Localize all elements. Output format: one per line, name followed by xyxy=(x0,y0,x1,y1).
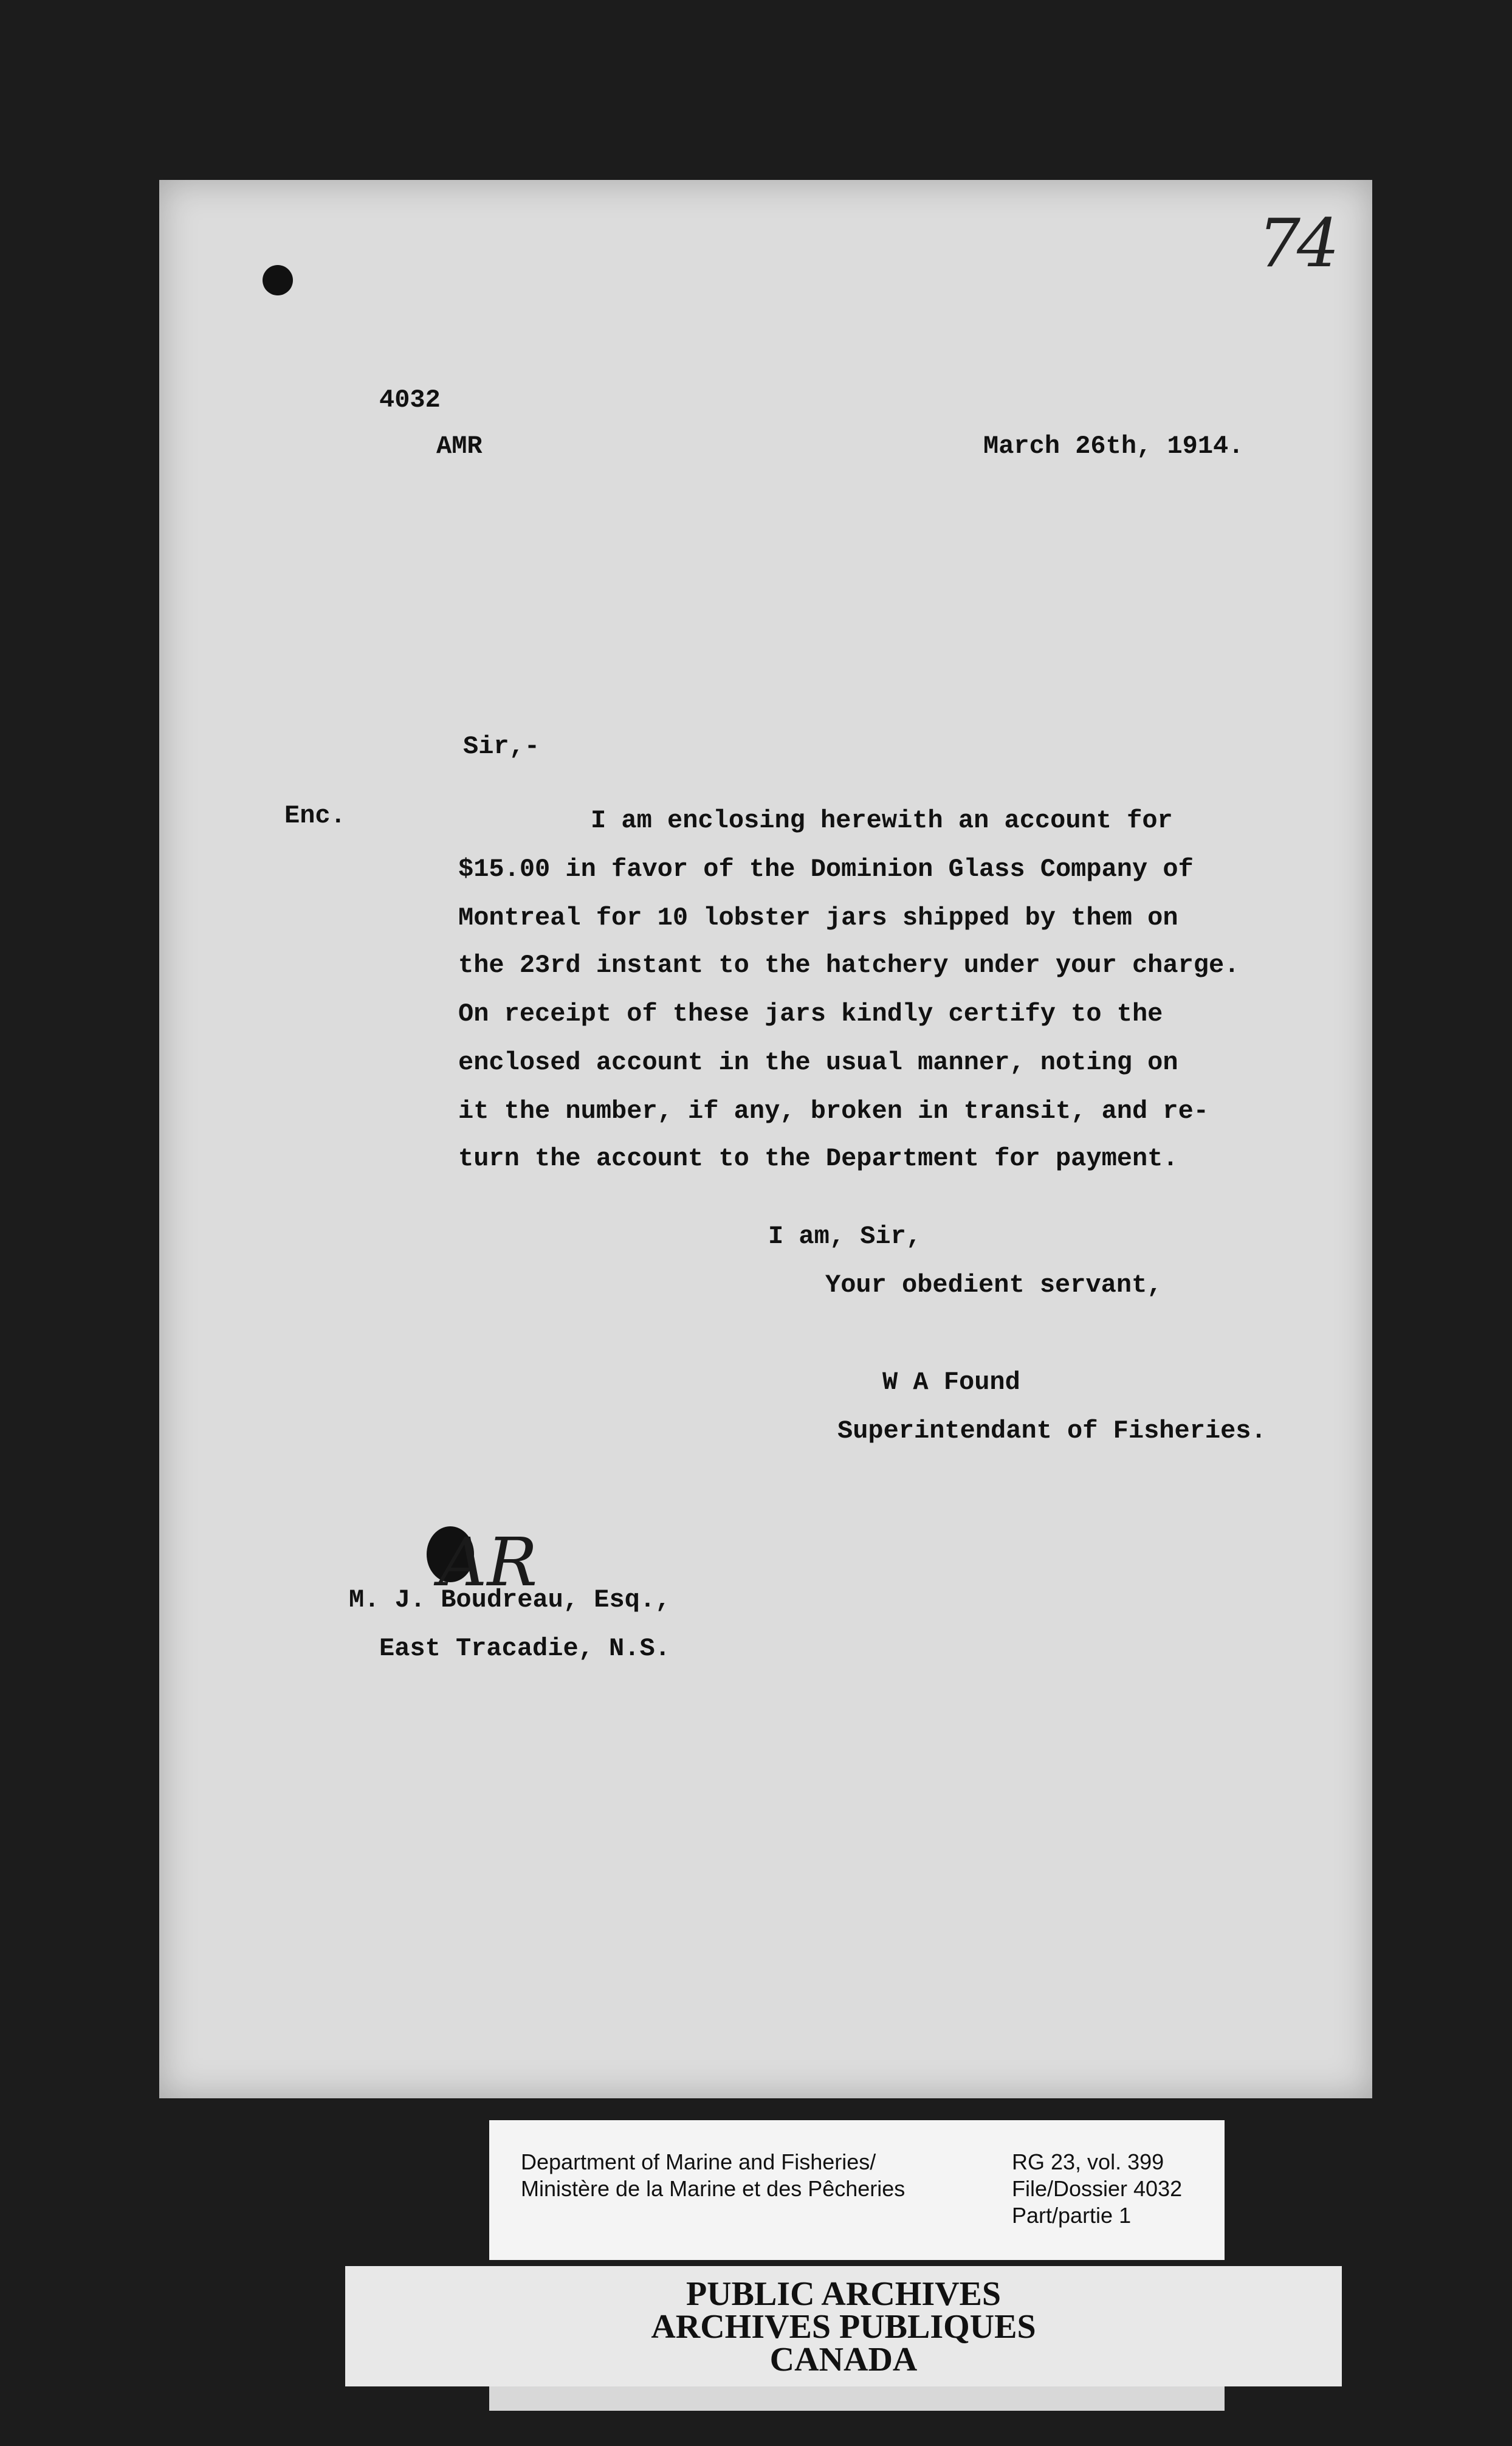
signatory-name: W A Found xyxy=(882,1368,1020,1397)
archive-label-card xyxy=(489,2120,1225,2260)
recipient-name: M. J. Boudreau, Esq., xyxy=(349,1585,671,1614)
closing-line-2: Your obedient servant, xyxy=(825,1270,1163,1300)
closing-line-1: I am, Sir, xyxy=(768,1222,922,1251)
banner-line-3: CANADA xyxy=(769,2341,918,2379)
record-group: RG 23, vol. 399 xyxy=(1012,2149,1164,2174)
enclosure-note: Enc. xyxy=(284,801,346,830)
part-partie: Part/partie 1 xyxy=(1012,2203,1132,2228)
banner-base xyxy=(489,2386,1225,2411)
body-line: On receipt of these jars kindly certify to the xyxy=(458,999,1163,1028)
file-dossier: File/Dossier 4032 xyxy=(1012,2176,1183,2201)
body-line: $15.00 in favor of the Dominion Glass Company of xyxy=(458,855,1194,884)
initials-reference: AMR xyxy=(436,432,483,461)
body-line: enclosed account in the usual manner, noting on xyxy=(458,1048,1178,1077)
department-fr: Ministère de la Marine et des Pêcheries xyxy=(521,2176,905,2201)
handwritten-initials: AR xyxy=(439,1523,538,1601)
letter-page xyxy=(159,180,1372,2098)
department-en: Department of Marine and Fisheries/ xyxy=(521,2149,876,2174)
body-line: turn the account to the Department for payment. xyxy=(458,1144,1178,1173)
page-number: 74 xyxy=(1258,204,1336,282)
body-line: I am enclosing herewith an account for xyxy=(591,806,1173,835)
banner-line-1: PUBLIC ARCHIVES xyxy=(686,2275,1002,2313)
signatory-title: Superintendant of Fisheries. xyxy=(837,1416,1266,1445)
body-line: Montreal for 10 lobster jars shipped by them on xyxy=(458,903,1178,932)
banner-line-2: ARCHIVES PUBLIQUES xyxy=(651,2308,1036,2346)
letter-date: March 26th, 1914. xyxy=(983,432,1244,461)
body-line: the 23rd instant to the hatchery under your charge. xyxy=(458,951,1240,980)
recipient-place: East Tracadie, N.S. xyxy=(379,1634,670,1663)
archive-banner xyxy=(345,2266,1342,2386)
punch-hole xyxy=(263,265,293,295)
file-number: 4032 xyxy=(379,385,441,415)
salutation: Sir,- xyxy=(463,732,540,761)
body-line: it the number, if any, broken in transit, and re- xyxy=(458,1097,1209,1126)
